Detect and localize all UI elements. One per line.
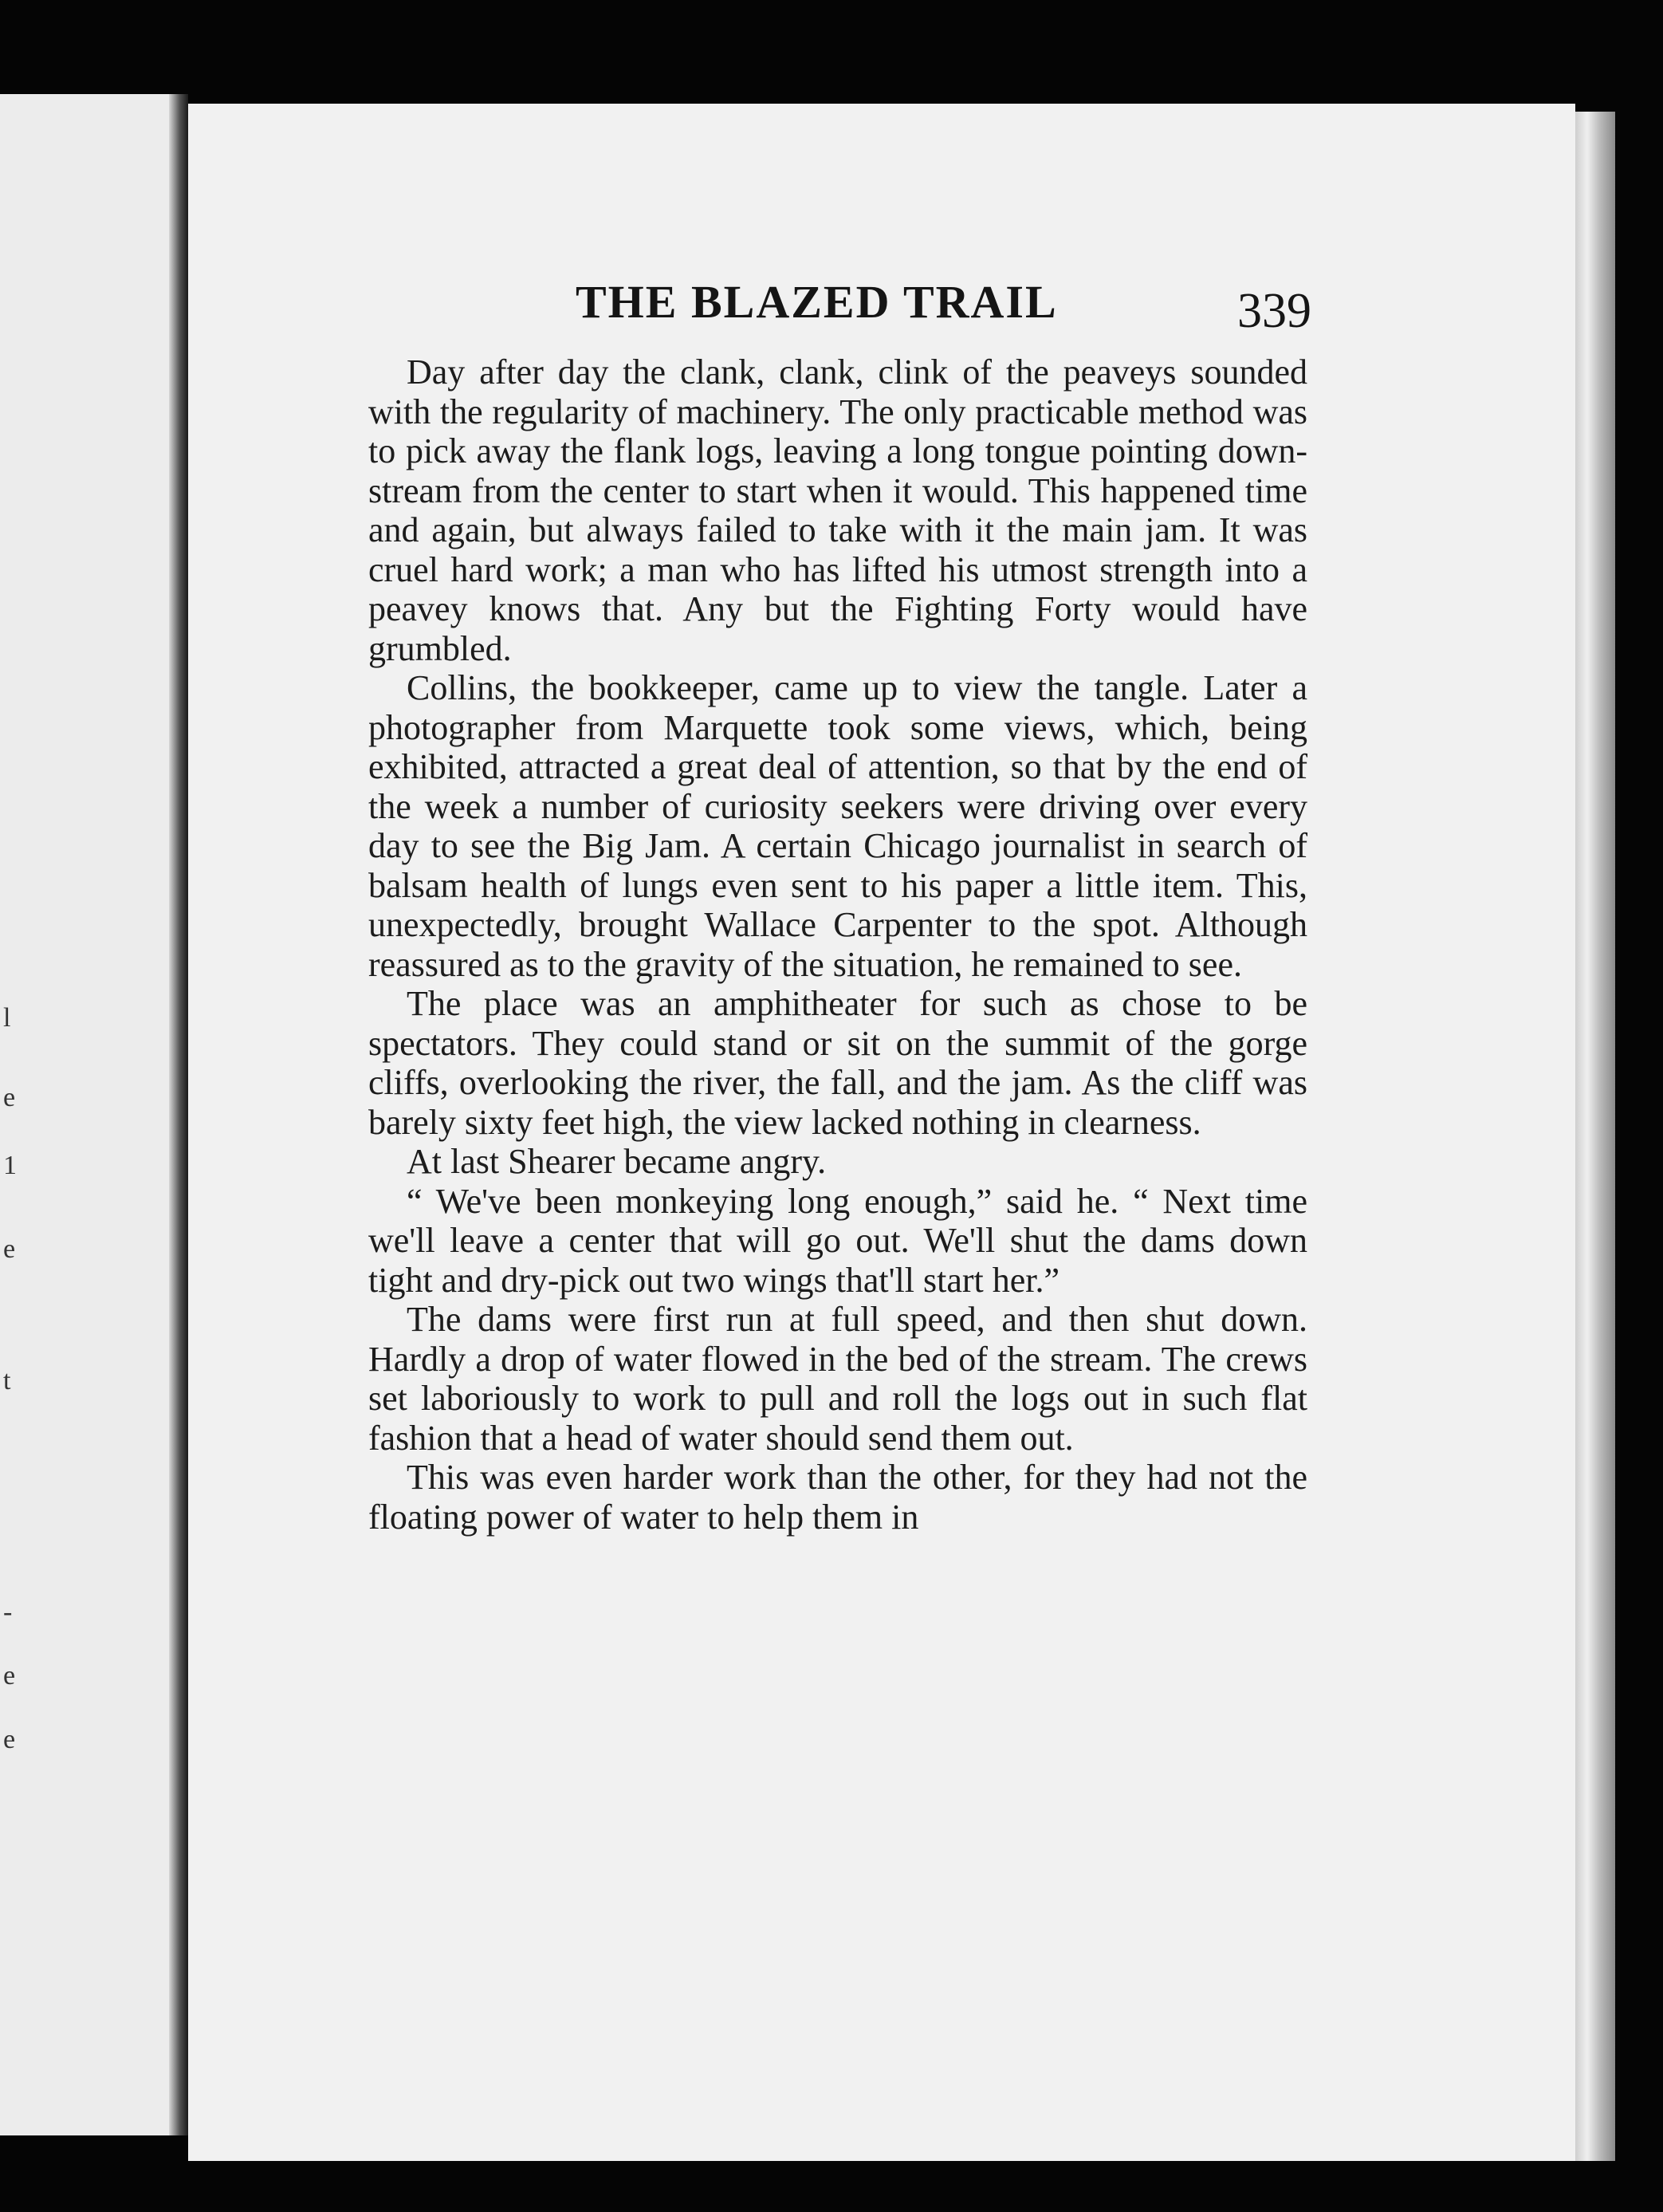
left-page-fragment: 1 xyxy=(3,1151,17,1180)
book-gutter xyxy=(169,94,188,2135)
left-page-fragment: e xyxy=(3,1083,16,1112)
left-page-fragment: l xyxy=(3,1003,11,1033)
paragraph: Day after day the clank, clank, clink of the peaveys sounded with the regularity of machinery. The only practicable method was to pick away the flank logs, leaving a long tongue pointing down-stream from the center to start when it would. This happened time and again, but always failed to take with it the main jam. It was cruel hard work; a man who has lifted his utmost strength into a peavey knows that. Any but the Fighting Forty would have grumbled. xyxy=(368,352,1307,668)
left-page-fragment: e xyxy=(3,1234,16,1264)
left-page-fragment: e xyxy=(3,1725,16,1754)
paragraph: “ We've been monkeying long enough,” said he. “ Next time we'll leave a center that will go out. We'll shut the dams down tight and dry-pick out two wings that'll start her.” xyxy=(368,1181,1307,1300)
left-page-fragment: e xyxy=(3,1661,16,1690)
previous-page-edge xyxy=(0,94,182,2135)
paragraph: Collins, the bookkeeper, came up to view the tangle. Later a photographer from Marquette took some views, which, being exhibited, attracted a great deal of attention, so that by the end of the week a number of curiosity seekers were driving over every day to see the Big Jam. A certain Chicago journalist in search of balsam health of lungs even sent to his paper a little item. This, unexpectedly, brought Wallace Carpenter to the spot. Although reassured as to the gravity of the situation, he remained to see. xyxy=(368,668,1307,984)
running-title: THE BLAZED TRAIL xyxy=(576,276,1058,328)
page-stack-edge xyxy=(1575,112,1615,2161)
paragraph: The dams were first run at full speed, and then shut down. Hardly a drop of water flowed in the bed of the stream. The crews set laboriously to work to pull and roll the logs out in such flat fashion that a head of water should send them out. xyxy=(368,1300,1307,1458)
paragraph: The place was an amphitheater for such as chose to be spectators. They could stand or sit on the summit of the gorge cliffs, overlooking the river, the fall, and the jam. As the cliff was barely sixty feet high, the view lacked nothing in clearness. xyxy=(368,984,1307,1142)
left-page-fragment: - xyxy=(3,1597,13,1627)
page-number: 339 xyxy=(1237,284,1311,338)
paragraph: This was even harder work than the other, for they had not the floating power of water to help them in xyxy=(368,1458,1307,1537)
left-page-fragment: t xyxy=(3,1366,11,1395)
paragraph: At last Shearer became angry. xyxy=(407,1142,827,1181)
page-body xyxy=(368,352,1307,1537)
